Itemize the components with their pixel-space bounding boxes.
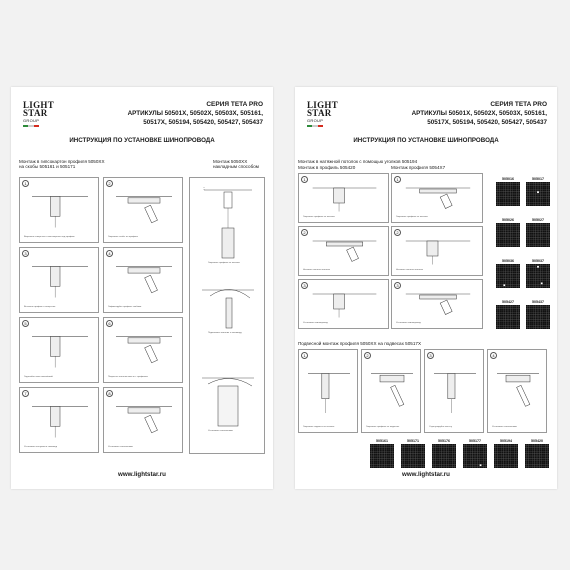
footer-url[interactable]: www.lightstar.ru <box>402 471 450 478</box>
articles-line-2: 50517X, 505194, 505420, 505427, 505437 <box>427 118 547 126</box>
step-caption: Закрепите профиль на подвесах <box>366 426 400 429</box>
qr-label: 505036 <box>502 259 514 263</box>
step-caption: Покрасьте потолок вместе с профилем <box>108 376 148 379</box>
qr-code-icon[interactable] <box>496 264 520 288</box>
instruction-title: ИНСТРУКЦИЯ ПО УСТАНОВКЕ ШИНОПРОВОДА <box>353 137 499 144</box>
step-number: 1 <box>301 176 308 183</box>
surface-mount-panel <box>189 177 265 454</box>
qr-code-icon[interactable] <box>496 182 520 206</box>
italy-flag-icon <box>23 125 39 127</box>
suspension-step-4 <box>487 349 547 433</box>
step-caption: Установите шинопровод <box>396 322 421 325</box>
profile-a-step-1 <box>298 173 389 223</box>
qr-code-icon[interactable] <box>496 223 520 247</box>
drywall-step-5 <box>19 317 99 383</box>
surface-mount-illustration <box>190 178 266 455</box>
step-caption: Натяните полотно потолка <box>396 269 424 272</box>
qr-label: 505037 <box>532 259 544 263</box>
step-illustration <box>104 388 184 454</box>
section-title-profile-a: Монтаж в профиль 505420 <box>298 165 356 170</box>
step-illustration <box>299 350 359 434</box>
qr-code-icon[interactable] <box>432 444 456 468</box>
page-header <box>412 101 547 126</box>
qr-label: 505427 <box>502 300 514 304</box>
section-title-stretch: Монтаж в натяжной потолок с помощью уголков 505194 <box>298 159 418 164</box>
drywall-step-6 <box>103 317 183 383</box>
drywall-step-3 <box>19 247 99 313</box>
step-caption: Установите шинопровод <box>303 322 328 325</box>
qr-code-icon[interactable] <box>494 444 518 468</box>
step-caption: Закрепите скобы на профиле <box>108 236 139 239</box>
qr-code-icon[interactable] <box>526 264 550 288</box>
step-number: 1 <box>394 176 401 183</box>
series-title: СЕРИЯ TETA PRO <box>206 101 263 108</box>
drywall-step-4 <box>103 247 183 313</box>
step-number: 1 <box>301 352 308 359</box>
qr-code-icon[interactable] <box>463 444 487 468</box>
step-illustration <box>362 350 422 434</box>
step-caption: Закрепите профиль на потолке <box>303 216 335 219</box>
qr-label: 505437 <box>532 300 544 304</box>
step-illustration <box>104 318 184 384</box>
step-caption: Зафиксируйте профиль скобами <box>108 306 142 309</box>
step-number: 3 <box>22 250 29 257</box>
surface-caption-2: Подключите питание к токовводу <box>208 332 242 334</box>
section-title-drywall: Монтаж в гипсокартон профиля 5050XX на скобы 505161 и 505171 <box>19 159 105 170</box>
step-number: 2 <box>301 229 308 236</box>
profile-b-step-3 <box>391 279 483 329</box>
qr-code-icon[interactable] <box>525 444 549 468</box>
step-caption: Установите светильники <box>492 426 517 429</box>
qr-code-icon[interactable] <box>526 223 550 247</box>
step-caption: Закрепите профиль на потолке <box>396 216 428 219</box>
articles-line-1: АРТИКУЛЫ 50501X, 50502X, 50503X, 505161, <box>127 110 263 117</box>
section-title-profile-b: Монтаж профиля 5054X7 <box>391 165 446 170</box>
surface-caption-1: Закрепите профиль на потолке <box>208 262 240 264</box>
step-number: 4 <box>106 250 113 257</box>
qr-label: 505027 <box>532 218 544 222</box>
step-number: 8 <box>106 390 113 397</box>
qr-label: 505016 <box>502 177 514 181</box>
qr-code-icon[interactable] <box>526 182 550 206</box>
qr-label: 505177 <box>469 439 481 443</box>
qr-label: 505176 <box>438 439 450 443</box>
step-caption: Установите светильники <box>108 446 133 449</box>
qr-code-icon[interactable] <box>496 305 520 329</box>
step-number: 2 <box>364 352 371 359</box>
qr-label: 505017 <box>532 177 544 181</box>
footer-url[interactable]: www.lightstar.ru <box>118 471 166 478</box>
step-number: 5 <box>22 320 29 327</box>
step-number: 3 <box>301 282 308 289</box>
step-caption: Вырежьте отверстие в гипсокартоне под профиль <box>24 236 75 239</box>
suspension-step-3 <box>424 349 484 433</box>
qr-code-icon[interactable] <box>526 305 550 329</box>
profile-a-step-2 <box>298 226 389 276</box>
section-title-surface: Монтаж 5050XX накладным способом <box>213 159 259 170</box>
suspension-step-1 <box>298 349 358 433</box>
drywall-step-1 <box>19 177 99 243</box>
step-number: 6 <box>106 320 113 327</box>
step-caption: Вставьте профиль в отверстие <box>24 306 56 309</box>
step-number: 2 <box>394 229 401 236</box>
step-illustration <box>20 388 100 454</box>
articles-line-1: АРТИКУЛЫ 50501X, 50502X, 50503X, 505161, <box>411 110 547 117</box>
step-number: 1 <box>22 180 29 187</box>
step-number: 4 <box>490 352 497 359</box>
articles-line-2: 50517X, 505194, 505420, 505427, 505437 <box>143 118 263 126</box>
series-title: СЕРИЯ TETA PRO <box>490 101 547 108</box>
step-illustration <box>20 178 100 244</box>
drywall-step-8 <box>103 387 183 453</box>
qr-code-icon[interactable] <box>370 444 394 468</box>
lightstar-logo: LIGHT STAR GROUP <box>23 101 47 127</box>
step-illustration <box>104 248 184 314</box>
section-title-suspension: Подвесной монтаж профиля 5050XX на подвесах 50517X <box>298 341 422 346</box>
qr-label: 505171 <box>407 439 419 443</box>
step-number: 2 <box>106 180 113 187</box>
lightstar-logo: LIGHT STAR GROUP <box>307 101 331 127</box>
qr-label: 505420 <box>531 439 543 443</box>
suspension-step-2 <box>361 349 421 433</box>
profile-b-step-2 <box>391 226 483 276</box>
right-page <box>295 87 557 489</box>
drywall-step-2 <box>103 177 183 243</box>
left-page <box>11 87 273 489</box>
step-number: 7 <box>22 390 29 397</box>
step-caption: Отрегулируйте высоту <box>429 426 452 429</box>
instruction-title: ИНСТРУКЦИЯ ПО УСТАНОВКЕ ШИНОПРОВОДА <box>69 137 215 144</box>
profile-a-step-3 <box>298 279 389 329</box>
qr-label: 505026 <box>502 218 514 222</box>
page-header <box>128 101 263 126</box>
step-caption: Установите заглушки и токоввод <box>24 446 57 449</box>
step-illustration <box>425 350 485 434</box>
step-caption: Заделайте швы шпаклёвкой <box>24 376 53 379</box>
step-number: 3 <box>427 352 434 359</box>
step-illustration <box>488 350 548 434</box>
step-number: 3 <box>394 282 401 289</box>
drywall-step-7 <box>19 387 99 453</box>
italy-flag-icon <box>307 125 323 127</box>
step-caption: Закрепите подвесы на потолке <box>303 426 335 429</box>
step-illustration <box>20 318 100 384</box>
step-caption: Натяните полотно потолка <box>303 269 331 272</box>
step-illustration <box>20 248 100 314</box>
qr-label: 505194 <box>500 439 512 443</box>
qr-code-icon[interactable] <box>401 444 425 468</box>
step-illustration <box>104 178 184 244</box>
profile-b-step-1 <box>391 173 483 223</box>
surface-caption-3: Установите светильники <box>208 430 233 432</box>
qr-label: 505161 <box>376 439 388 443</box>
